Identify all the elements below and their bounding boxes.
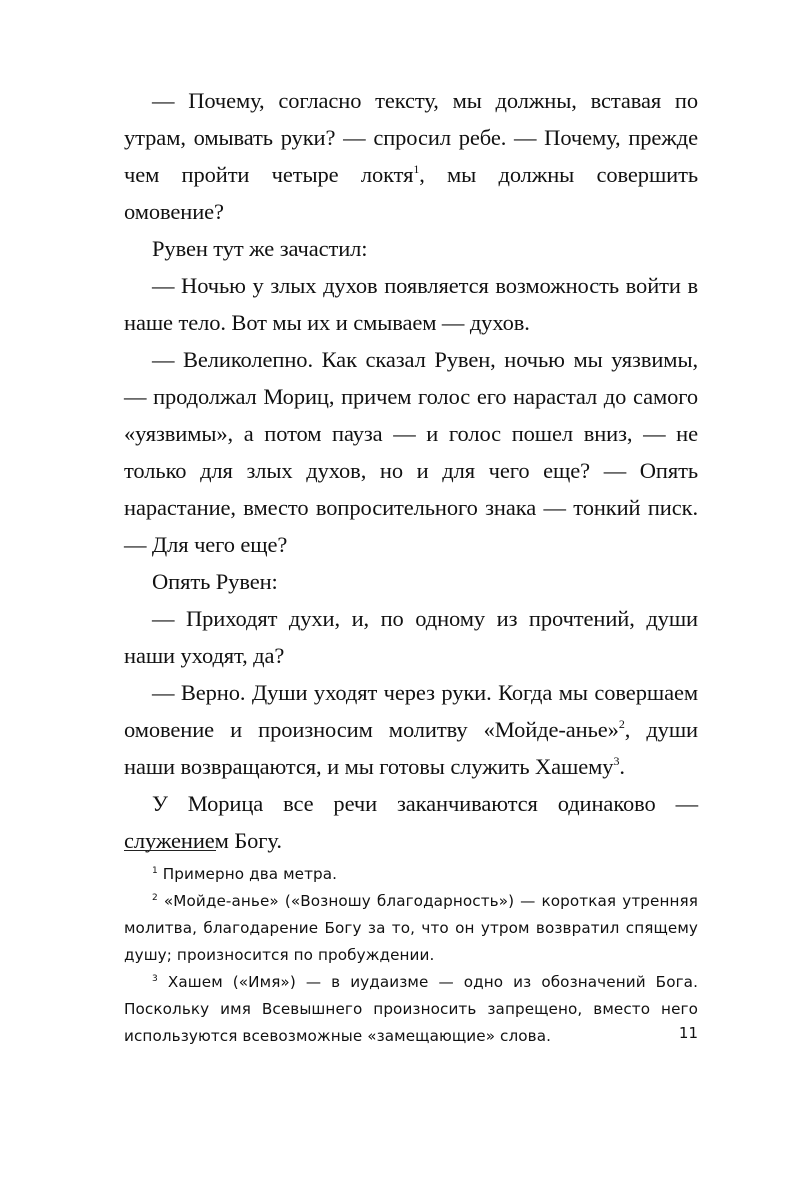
paragraph-8: У Морица все речи заканчиваются одинаково — служением Богу. [124,791,698,853]
footnote-number: 1 [152,866,158,876]
footnote-2 [124,888,698,969]
paragraph-2: Рувен тут же зачастил: [152,236,368,261]
paragraph-5: Опять Рувен: [152,569,278,594]
footnote-number: 3 [152,974,158,984]
footnotes [124,861,698,1050]
footnote-text: Примерно два метра. [162,865,338,883]
footnote-ref-1[interactable]: 1 [413,162,420,176]
paragraph-1: — Почему, согласно тексту, мы должны, вставая по утрам, омывать руки? — спросил ребе. — Почему, прежде чем пройти четыре локтя$^1$, мы должны совершить омовение? [124,88,699,224]
footnote-1 [124,861,698,888]
footnote-text: Хашем («Имя») — в иудаизме — одно из обозначений Бога. Поскольку имя Всевышнего произносить запрещено, вместо него используются всевозможные «замещающие» слова. [124,973,698,1045]
footnote-text: «Мойде-анье» («Возношу благодарность») — короткая утренняя молитва, благодарение Богу за то, что он утром возвратил спящему душу; произносится по пробуждении. [124,892,698,964]
footnote-separator [124,850,216,851]
footnote-ref-3[interactable]: 3 [613,754,620,768]
paragraph-6: — Приходят духи, и, по одному из прочтений, души наши уходят, да? [124,606,698,668]
paragraph-4: — Великолепно. Как сказал Рувен, ночью мы уязвимы, — продолжал Мориц, причем голос его нарастал до самого «уязвимы», а потом пауза — и голос пошел вниз, — не только для злых духов, но и для чего еще? — Опять нарастание, вместо вопросительного знака — тонкий писк. — Для чего еще? [124,347,698,557]
paragraph-3: — Ночью у злых духов появляется возможность войти в наше тело. Вот мы их и смываем — духов. [124,273,698,335]
footnote-number: 2 [152,893,158,903]
paragraph-7: — Верно. Души уходят через руки. Когда мы совершаем омовение и произносим молитву «Мойде-анье»$^2$, души наши возвращаются, и мы готовы служить Хашему$^3$. [124,680,698,779]
main-text [124,82,698,859]
footnote-ref-2[interactable]: 2 [618,717,625,731]
footnote-3 [124,969,698,1050]
page-number: 11 [678,1024,698,1042]
